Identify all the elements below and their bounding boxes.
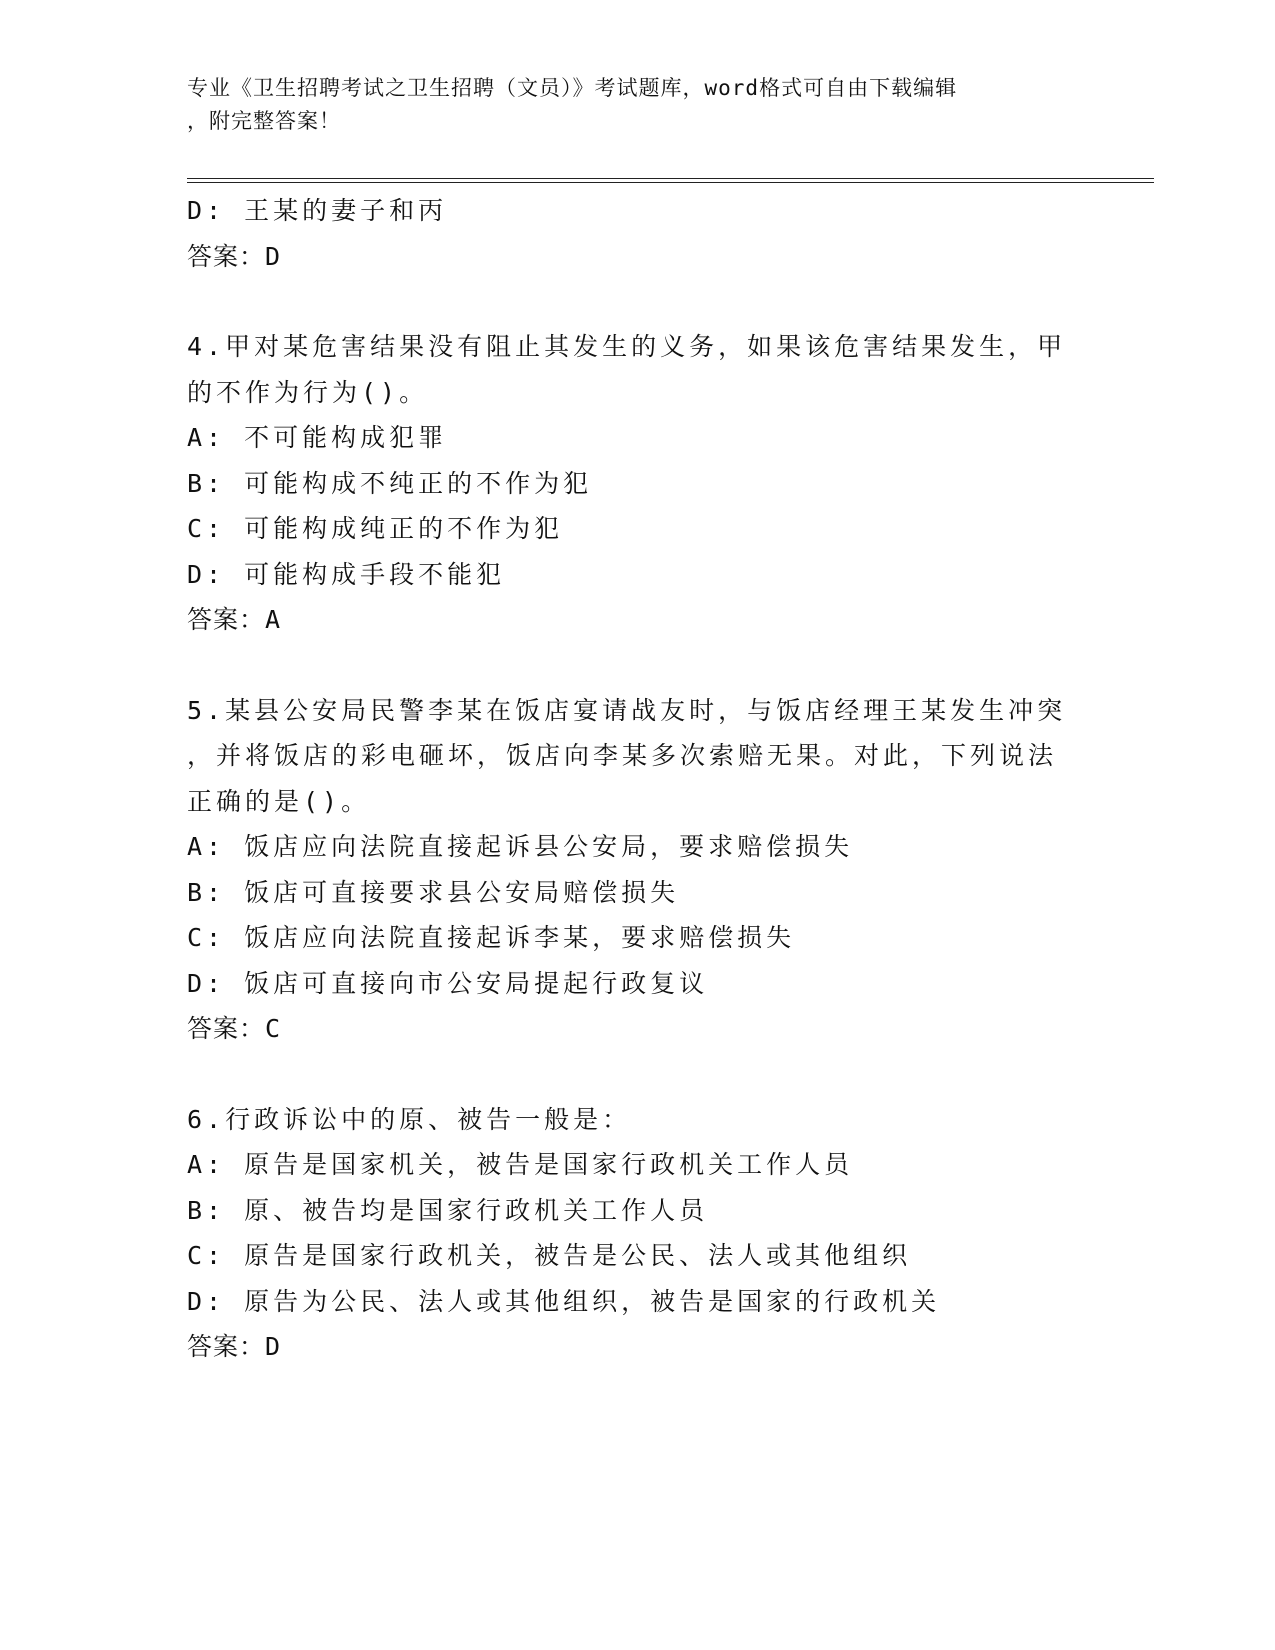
option-a: A: 不可能构成犯罪 xyxy=(187,423,448,452)
stem-line: 正确的是()。 xyxy=(187,786,371,816)
question-5 xyxy=(187,688,1087,1052)
header-line-1: 专业《卫生招聘考试之卫生招聘（文员）》考试题库，word格式可自由下载编辑 xyxy=(187,76,958,100)
option-a: A: 原告是国家机关，被告是国家行政机关工作人员 xyxy=(187,1150,854,1179)
option-d: D: 原告为公民、法人或其他组织，被告是国家的行政机关 xyxy=(187,1286,941,1316)
option-c: C: 可能构成纯正的不作为犯 xyxy=(187,514,564,543)
option-d: D: 王某的妻子和丙 xyxy=(187,196,448,225)
option-b: B: 饭店可直接要求县公安局赔偿损失 xyxy=(187,877,680,907)
option-a: A: 饭店应向法院直接起诉县公安局，要求赔偿损失 xyxy=(187,832,854,861)
answer-line: 答案：A xyxy=(187,605,282,634)
header-divider-bottom xyxy=(187,182,1154,183)
question-stem xyxy=(187,688,1087,825)
option-c: C: 饭店应向法院直接起诉李某，要求赔偿损失 xyxy=(187,923,796,952)
stem-line: 6.行政诉讼中的原、被告一般是： xyxy=(187,1104,632,1134)
header-line-2: ，附完整答案！ xyxy=(187,109,341,133)
stem-line: 的不作为行为()。 xyxy=(187,377,429,407)
question-4 xyxy=(187,324,1087,643)
option-d: D: 可能构成手段不能犯 xyxy=(187,559,506,589)
answer-line: 答案：D xyxy=(187,241,282,271)
stem-line: ，并将饭店的彩电砸坏，饭店向李某多次索赔无果。对此，下列说法 xyxy=(187,741,1058,770)
stem-line: 4.甲对某危害结果没有阻止其发生的义务，如果该危害结果发生，甲 xyxy=(187,332,1067,361)
question-6 xyxy=(187,1097,1087,1370)
header-divider-top xyxy=(187,178,1154,179)
stem-line: 5.某县公安局民警李某在饭店宴请战友时，与饭店经理王某发生冲突 xyxy=(187,695,1067,725)
option-b: B: 原、被告均是国家行政机关工作人员 xyxy=(187,1195,709,1225)
answer-line: 答案：C xyxy=(187,1014,282,1043)
option-b: B: 可能构成不纯正的不作为犯 xyxy=(187,468,593,498)
answer-line: 答案：D xyxy=(187,1332,282,1361)
document-header xyxy=(187,72,1087,138)
option-d: D: 饭店可直接向市公安局提起行政复议 xyxy=(187,968,709,998)
question-stem xyxy=(187,324,1087,415)
question-3-tail xyxy=(187,188,1087,279)
question-stem xyxy=(187,1097,1087,1143)
option-c: C: 原告是国家行政机关，被告是公民、法人或其他组织 xyxy=(187,1241,912,1270)
question-list xyxy=(187,188,1087,1370)
